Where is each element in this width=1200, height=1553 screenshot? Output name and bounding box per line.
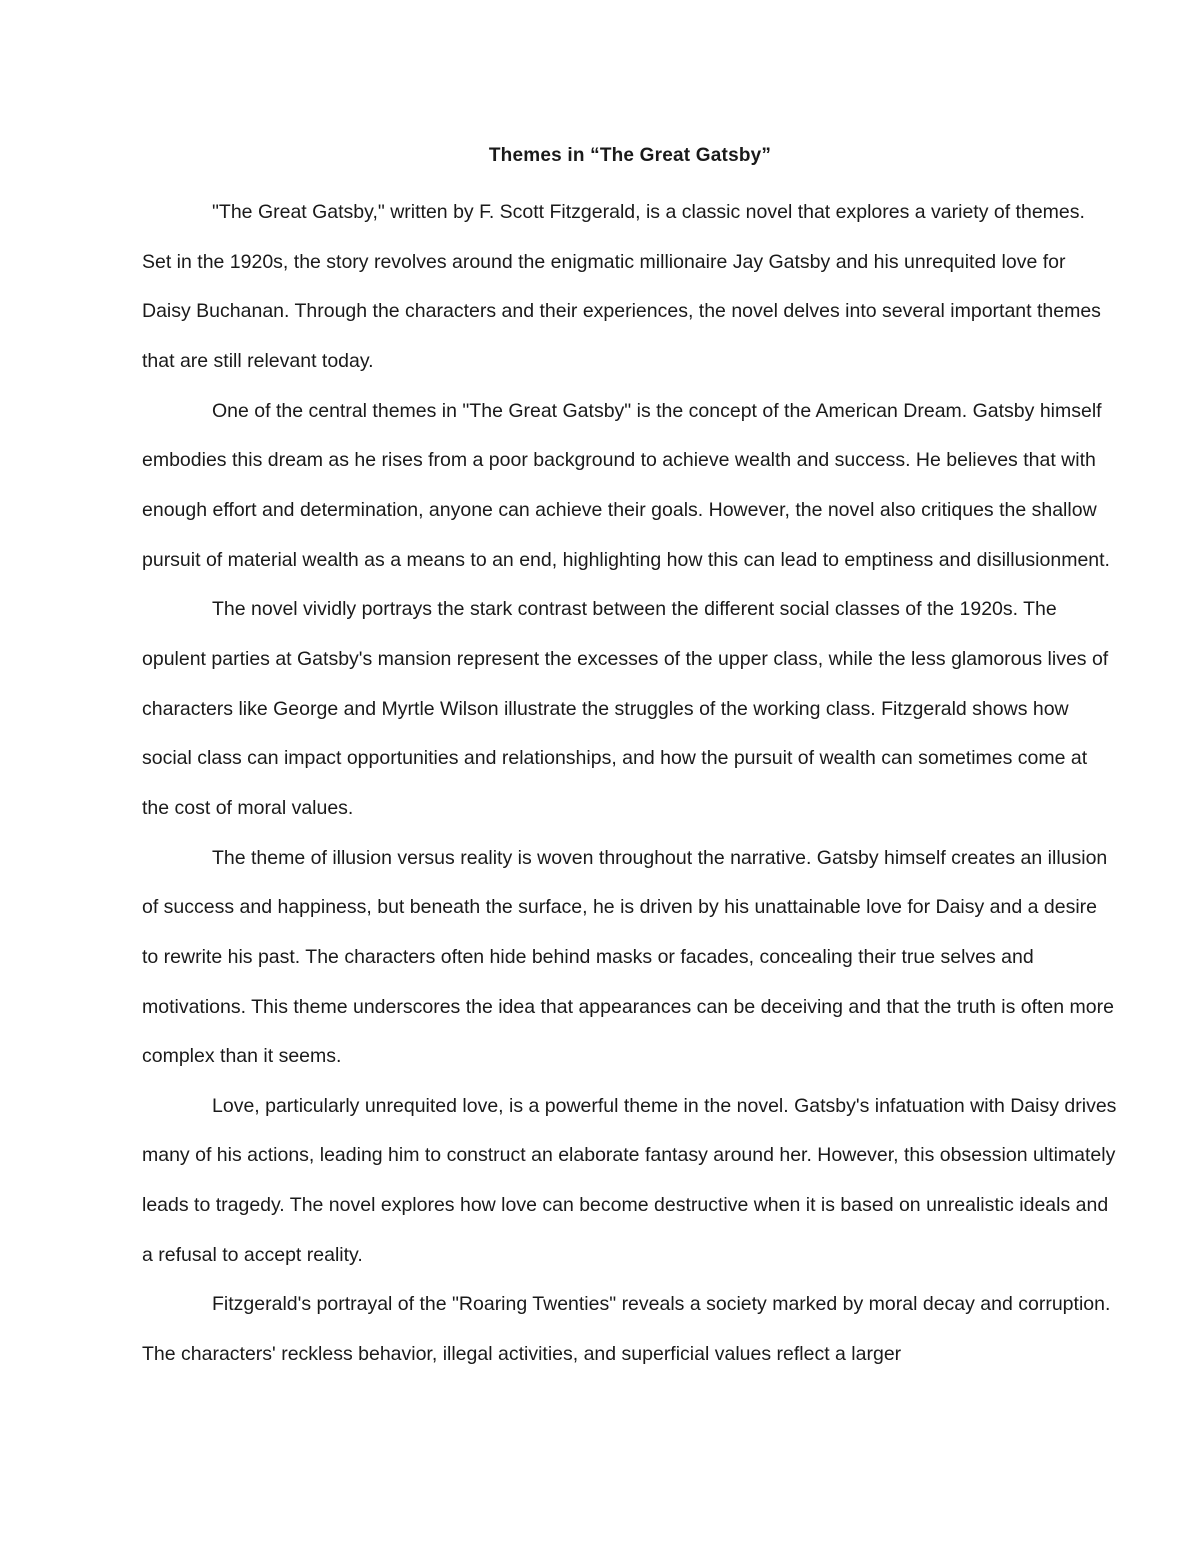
paragraph-1: "The Great Gatsby," written by F. Scott Fitzgerald, is a classic novel that explores a variety of themes. Set in the 1920s, the story revolves around the enigmatic millionaire Jay Gatsby and his unrequited love for Daisy Buchanan. Through the characters and their experiences, the novel delves into several important themes that are still relevant today. — [142, 201, 1101, 372]
document-body — [142, 139, 1118, 1380]
paragraph-6: Fitzgerald's portrayal of the "Roaring Twenties" reveals a society marked by moral decay and corruption. The characters' reckless behavior, illegal activities, and superficial values reflect a larger — [142, 1293, 1111, 1366]
document-title: Themes in “The Great Gatsby” — [488, 145, 772, 166]
paragraph-2: One of the central themes in "The Great Gatsby" is the concept of the American Dream. Gatsby himself embodies this dream as he rises from a poor background to achieve wealth and success. He believes that with enough effort and determination, anyone can achieve their goals. However, the novel also critiques the shallow pursuit of material wealth as a means to an end, highlighting how this can lead to emptiness and disillusionment. — [142, 399, 1110, 571]
paragraph-5: Love, particularly unrequited love, is a powerful theme in the novel. Gatsby's infatuation with Daisy drives many of his actions, leading him to construct an elaborate fantasy around her. However, this obsession ultimately leads to tragedy. The novel explores how love can become destructive when it is based on unrealistic ideals and a refusal to accept reality. — [142, 1094, 1117, 1266]
paragraph-4: The theme of illusion versus reality is woven throughout the narrative. Gatsby himself creates an illusion of success and happiness, but beneath the surface, he is driven by his unattainable love for Daisy and a desire to rewrite his past. The characters often hide behind masks or facades, concealing their true selves and motivations. This theme underscores the idea that appearances can be deceiving and that the truth is often more complex than it seems. — [142, 846, 1114, 1068]
paragraph-3: The novel vividly portrays the stark contrast between the different social classes of the 1920s. The opulent parties at Gatsby's mansion represent the excesses of the upper class, while the less glamorous lives of characters like George and Myrtle Wilson illustrate the struggles of the working class. Fitzgerald shows how social class can impact opportunities and relationships, and how the pursuit of wealth can sometimes come at the cost of moral values. — [142, 598, 1109, 819]
